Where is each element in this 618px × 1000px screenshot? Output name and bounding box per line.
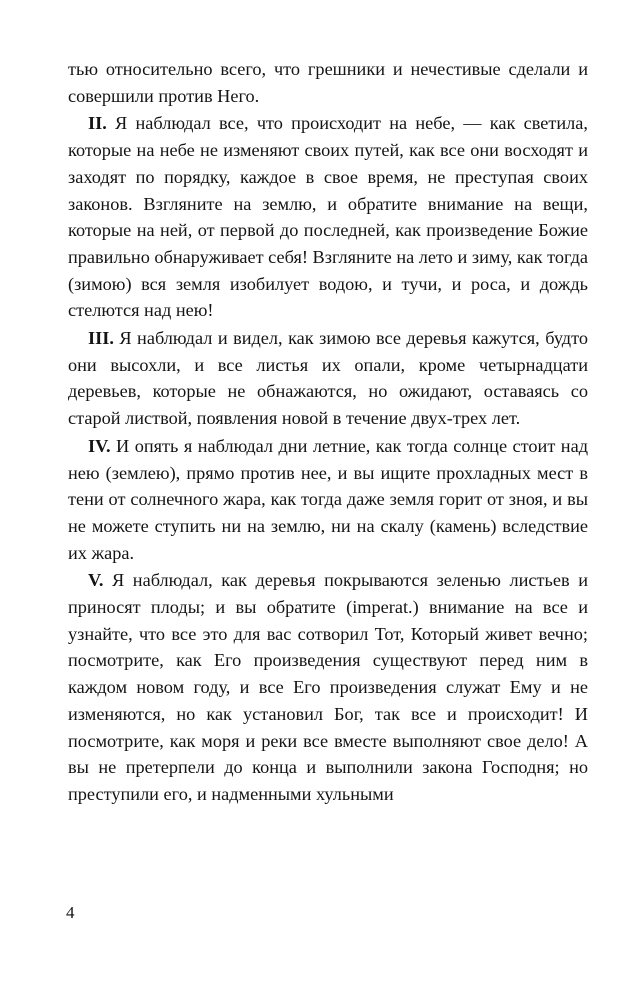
paragraph-continuation bbox=[68, 56, 588, 109]
page-number: 4 bbox=[66, 903, 75, 922]
paragraph-iii bbox=[68, 325, 588, 432]
paragraph-ii bbox=[68, 110, 588, 324]
paragraph-text: Я наблюдал все, что происходит на небе, — как светила, которые на небе не изменяют своих путей, как все они восходят и заходят по порядку, каждое в свое время, не преступая своих законов. Взгляните на землю, и обратите внимание на вещи, которые на ней, от первой до последней, как произведение Божие правильно обнаруживает себя! Взгляните на лето и зиму, как тогда (зимою) вся земля изобилует водою, и тучи, и роса, и дождь стелются над нею! bbox=[68, 113, 588, 321]
paragraph-v bbox=[68, 567, 588, 807]
paragraph-text: Я наблюдал, как деревья покрываются зеленью листьев и приносят плоды; и вы обратите (imperat.) внимание на все и узнайте, что все это для вас сотворил Тот, Который живет вечно; посмотрите, как Его произведения существуют перед ним в каждом новом году, и все Его произведения служат Ему и не изменяются, но как установил Бог, так все и происходит! И посмотрите, как моря и реки все вместе выполняют свое дело! А вы не претерпели до конца и выполнили закона Господня; но преступили его, и надменными хульными bbox=[68, 570, 588, 804]
paragraph-text: тью относительно всего, что грешники и нечестивые сделали и совершили против Него. bbox=[68, 59, 588, 106]
paragraph-iv bbox=[68, 433, 588, 567]
paragraph-number: IV. bbox=[88, 435, 111, 456]
paragraph-text: И опять я наблюдал дни летние, как тогда солнце стоит над нею (землею), прямо против нее, и вы ищите прохладных мест в тени от солнечного жара, как тогда даже земля горит от зноя, и вы не можете ступить ни на землю, ни на скалу (камень) вследствие их жара. bbox=[68, 435, 588, 563]
page-body bbox=[68, 56, 588, 808]
paragraph-number: V. bbox=[88, 570, 104, 591]
paragraph-text: Я наблюдал и видел, как зимою все деревья кажутся, будто они высохли, и все листья их опали, кроме четырнадцати деревьев, которые не обнажаются, но ожидают, оставаясь со старой листвой, появления новой в течение двух-трех лет. bbox=[68, 328, 588, 429]
paragraph-number: II. bbox=[88, 113, 107, 134]
paragraph-number: III. bbox=[88, 328, 114, 349]
